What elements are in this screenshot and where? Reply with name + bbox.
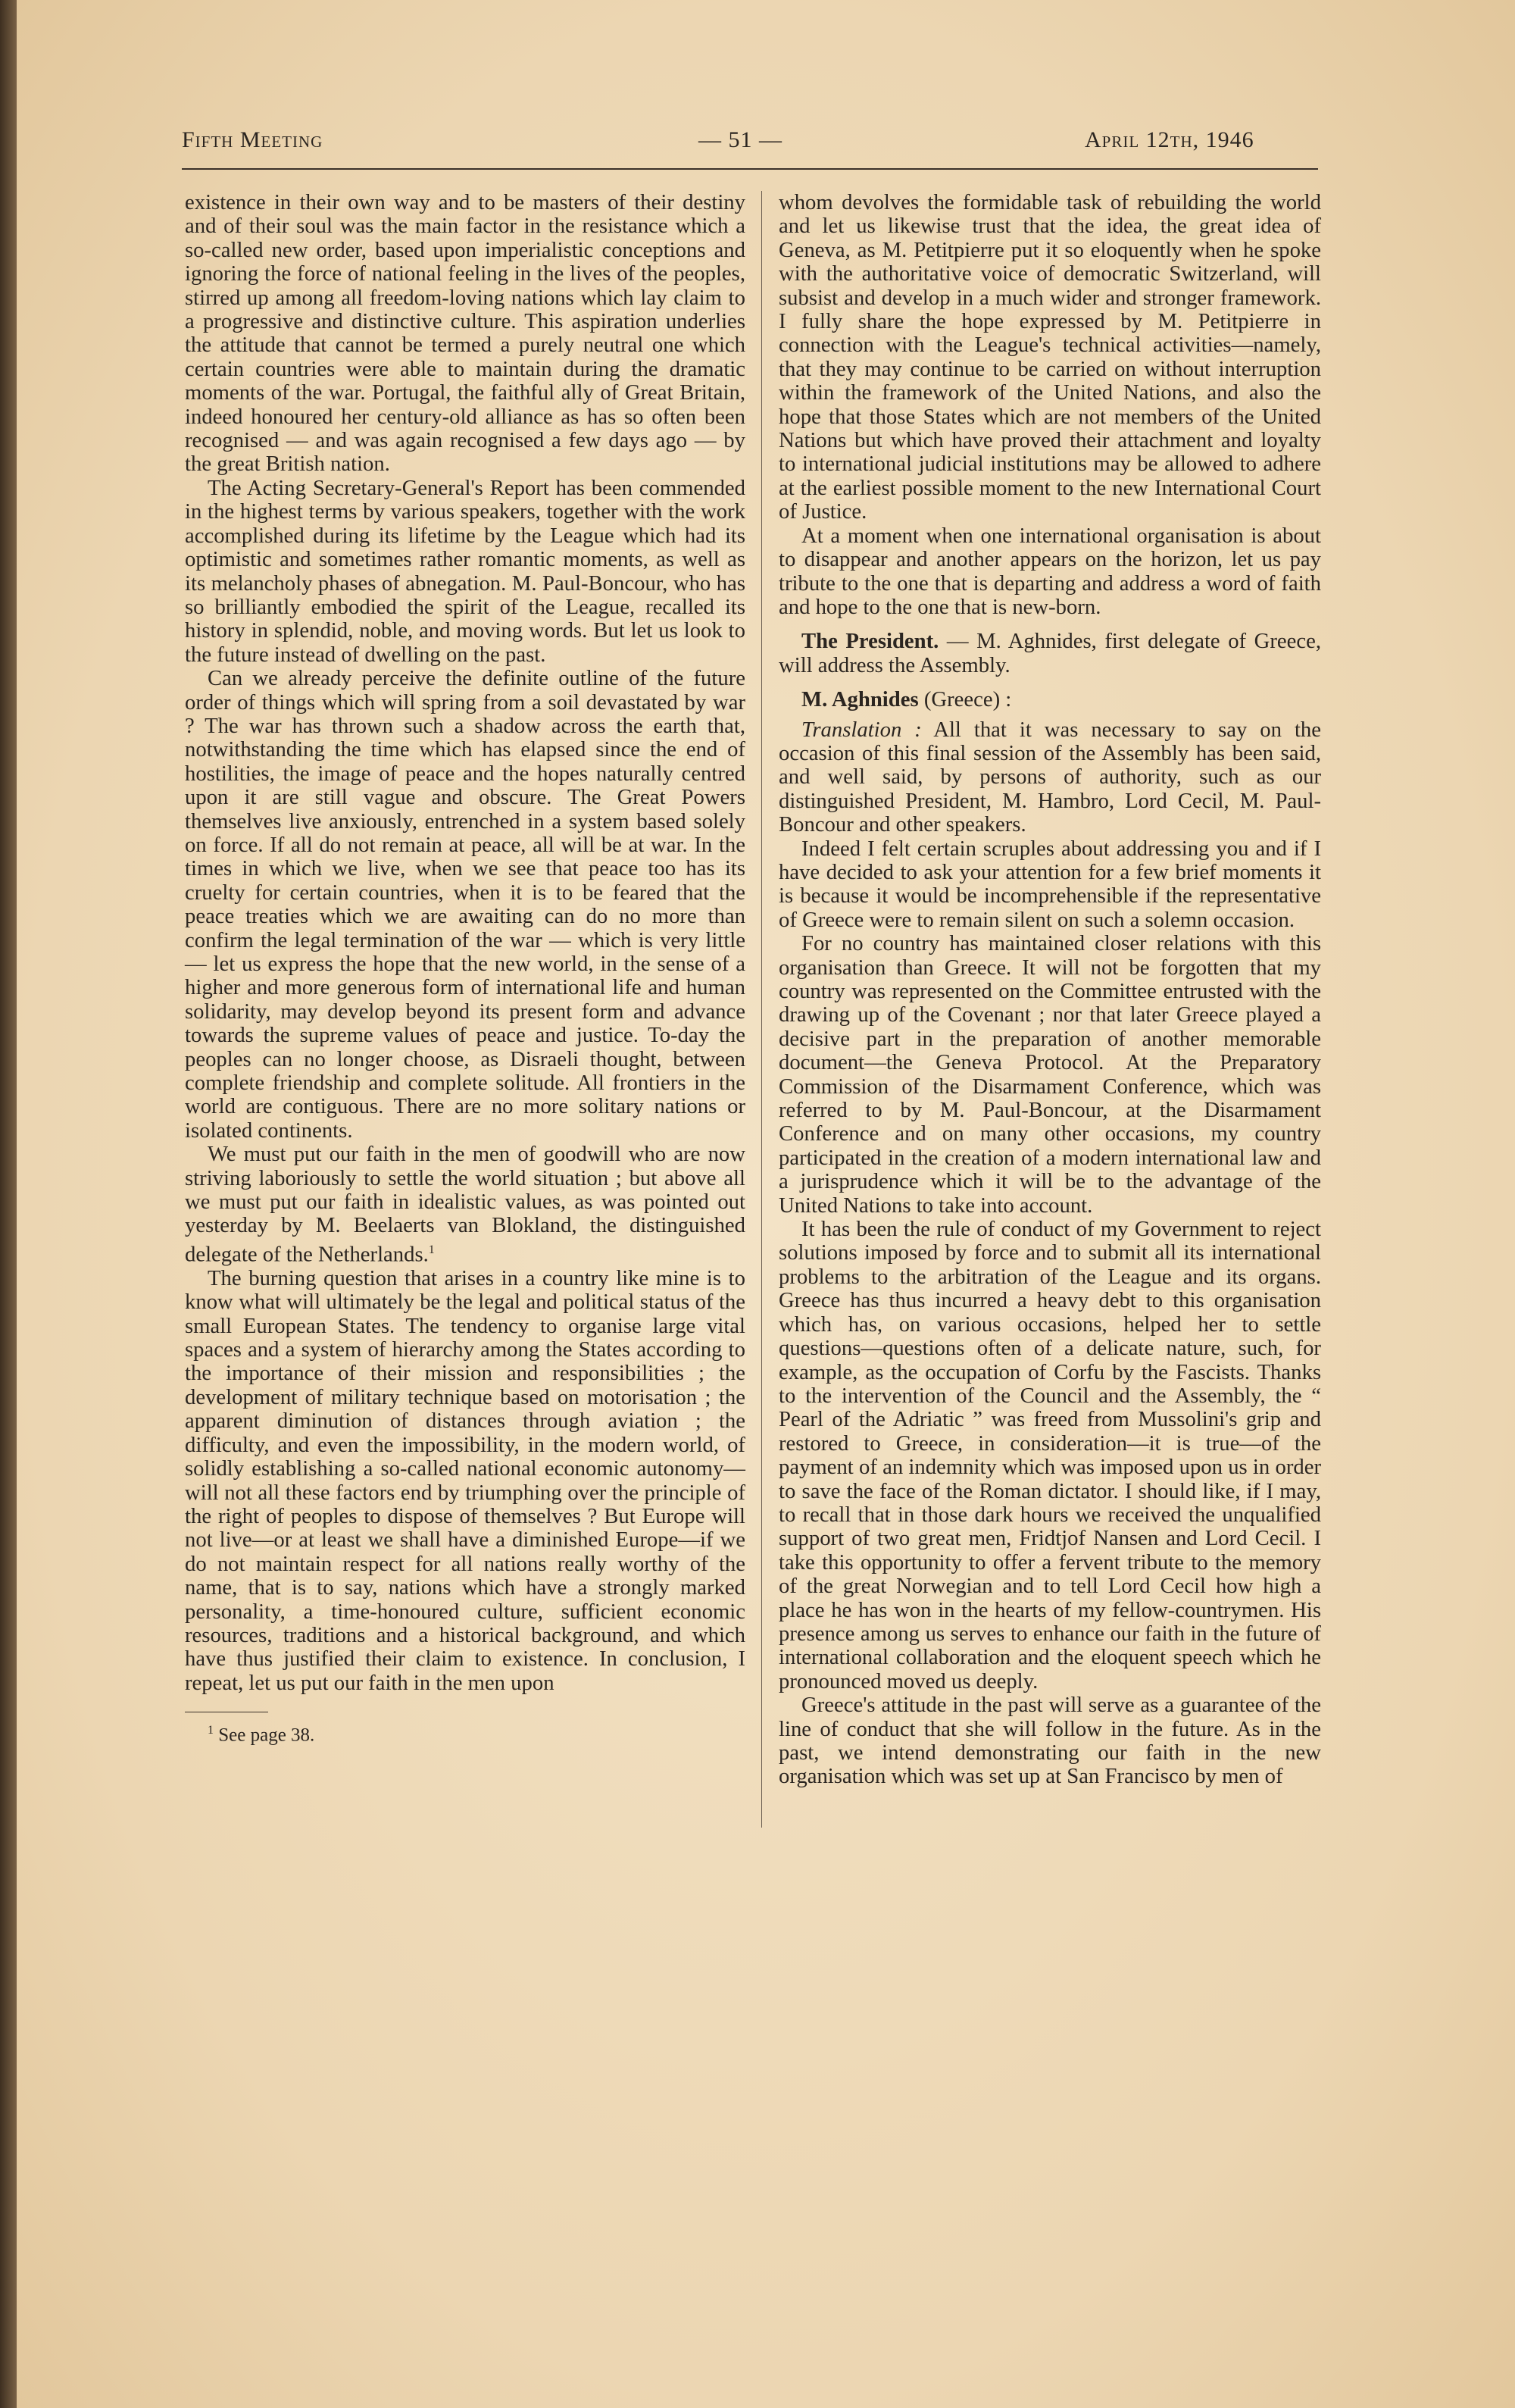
paragraph: Greece's attitude in the past will serve as a guarantee of the line of conduct that she will follow in the future. As in the past, we intend demonstrating our faith in the new organisation which was set up at San Francisco by men of: [779, 1693, 1321, 1789]
paragraph-text: We must put our faith in the men of goodwill who are now striving laboriously to settle the world situation ; but above all we must put our faith in idealistic values, as was pointed out yesterday by M. Beelaerts van Blokland, the distinguished delegate of the Netherlands.: [185, 1142, 745, 1267]
paragraph: It has been the rule of conduct of my Government to reject solutions imposed by force and to submit all its international problems to the arbitration of the League and its organs. Greece has thus incurred a heavy debt to this organisation which has, on various occasions, helped her to settle questions—questions often of a delicate nature, such, for example, as the occupation of Corfu by the Fascists. Thanks to the intervention of the Council and the Assembly, the “ Pearl of the Adriatic ” was freed from Mussolini's grip and restored to Greece, in consideration—it is true—of the payment of an indemnity which was imposed upon us in order to save the face of the Roman dictator. I should like, if I may, to recall that in those dark hours we received the unqualified support of two great men, Fridtjof Nansen and Lord Cecil. I take this opportunity to offer a fervent tribute to the memory of the great Norwegian and to tell Lord Cecil how high a place he has won in the hearts of my fellow-countrymen. His presence among us serves to enhance our faith in the future of international collaboration and the eloquent speech which he pronounced moved us deeply.: [779, 1217, 1321, 1693]
paragraph: At a moment when one international organisation is about to disappear and another appears on the horizon, let us pay tribute to the one that is departing and address a word of faith and hope to the one that is new-born.: [779, 523, 1321, 619]
document-page: [17, 0, 1515, 2408]
footnote-text: See page 38.: [218, 1725, 315, 1746]
header-rule: [182, 168, 1318, 170]
speaker-name: M. Aghnides: [801, 687, 919, 712]
paragraph: For no country has maintained closer relations with this organisation than Greece. It will not be forgotten that my country was represented on the Committee entrusted with the drawing up of the Covenant ; nor that later Greece played a decisive part in the preparation of another memorable document—the Geneva Protocol. At the Preparatory Commission of the Disarmament Conference, which was referred to by M. Paul-Boncour, at the Disarmament Conference and on many other occasions, my country participated in the creation of a modern international law and a jurisprudence which it will be to the advantage of the United Nations to take into account.: [779, 931, 1321, 1218]
paragraph: existence in their own way and to be masters of their destiny and of their soul was the main factor in the resistance which a so-called new order, based upon imperialistic conceptions and ignoring the force of national feeling in the lives of the peoples, stirred up among all freedom-loving nations which lay claim to a progressive and distinctive culture. This aspiration underlies the attitude that cannot be termed a purely neutral one which certain countries were able to maintain during the dramatic moments of the war. Portugal, the faithful ally of Great Britain, indeed honoured her century-old alliance as has so often been recognised — and was again recognised a few days ago — by the great British nation.: [185, 190, 745, 477]
footnote-mark: 1: [208, 1724, 214, 1737]
footnote-ref: 1: [428, 1243, 435, 1256]
running-header-date: April 12th, 1946: [1085, 127, 1254, 152]
paragraph: Indeed I felt certain scruples about addressing you and if I have decided to ask your attention for a few brief moments it is because it would be incomprehensible if the representative of Greece were to remain silent on such a solemn occasion.: [779, 836, 1321, 932]
paragraph: [185, 1143, 745, 1267]
speaker-country: (Greece) :: [918, 687, 1012, 712]
page-number: — 51 —: [698, 127, 782, 152]
paragraph: whom devolves the formidable task of rebuilding the world and let us likewise trust that the idea, the great idea of Geneva, as M. Petitpierre put it so eloquently when he spoke with the authoritative voice of democratic Switzerland, will subsist and develop in a much wider and stronger framework. I fully share the hope expressed by M. Petitpierre in connection with the League's technical activities—namely, that they may continue to be carried on without interruption within the framework of the United Nations, and also the hope that those States which are not members of the United Nations but which have proved their attachment and loyalty to international judicial institutions may be allowed to adhere at the earliest possible moment to the new International Court of Justice.: [779, 190, 1321, 524]
running-header-left: Fifth Meeting: [182, 127, 323, 152]
paragraph: Can we already perceive the definite outline of the future order of things which will spring from a soil devastated by war ? The war has thrown such a shadow across the earth that, notwithstanding the time which has elapsed since the end of hostilities, the image of peace and the hopes naturally centred upon it are still vague and obscure. The Great Powers themselves live anxiously, entrenched in a system based solely on force. If all do not remain at peace, all will be at war. In the times in which we live, when we see that peace too has its cruelty for certain countries, when it is to be feared that the peace treaties which we are awaiting can do no more than confirm the legal termination of the war — which is very little — let us express the hope that the new world, in the sense of a higher and more generous form of international life and human solidarity, may develop beyond its present form and advance towards the supreme values of peace and justice. To-day the peoples can no longer choose, as Disraeli thought, between complete friendship and complete solitude. All frontiers in the world are contiguous. There are no more solitary nations or isolated continents.: [185, 666, 745, 1143]
right-column: [779, 191, 1321, 1789]
speaker-paragraph: [779, 630, 1321, 677]
paragraph: [779, 718, 1321, 837]
binding-spine: [0, 0, 17, 2408]
footnote: [185, 1718, 745, 1747]
paragraph-text: All that it was necessary to say on the occasion of this final session of the Assembly has been said, and well said, by persons of authority, such as our distinguished President, M. Hambro, Lord Cecil, M. Paul-Boncour and other speakers.: [779, 717, 1321, 837]
speaker-heading: [779, 688, 1321, 711]
column-divider: [761, 191, 762, 1828]
speaker-text: — M. Aghnides, first delegate of Greece, will address the Assembly.: [779, 629, 1321, 677]
left-column: [185, 191, 745, 1747]
paragraph: The burning question that arises in a country like mine is to know what will ultimately be the legal and political status of the small European States. The tendency to organise large vital spaces and a system of hierarchy among the States according to the importance of their mission and responsibilities ; the development of military technique based on motorisation ; the apparent diminution of distances through aviation ; the difficulty, and even the impossibility, in the modern world, of solidly establishing a so-called national economic autonomy—will not all these factors end by triumphing over the principle of the right of peoples to dispose of themselves ? But Europe will not live—or at least we shall have a diminished Europe—if we do not maintain respect for all nations really worthy of the name, that is to say, nations which have a strongly marked personality, a time-honoured culture, sufficient economic resources, traditions and a historical background, and which have thus justified their claim to existence. In conclusion, I repeat, let us put our faith in the men upon: [185, 1265, 745, 1695]
translation-label: Translation :: [801, 717, 922, 742]
paragraph: The Acting Secretary-General's Report has been commended in the highest terms by various speakers, together with the work accomplished during its lifetime by the League which had its optimistic and sometimes rather romantic moments, as well as its melancholy phases of abnegation. M. Paul-Boncour, who has so brilliantly embodied the spirit of the League, recalled its history in splendid, noble, and moving words. But let us look to the future instead of dwelling on the past.: [185, 475, 745, 667]
speaker-name: The President.: [801, 629, 939, 654]
